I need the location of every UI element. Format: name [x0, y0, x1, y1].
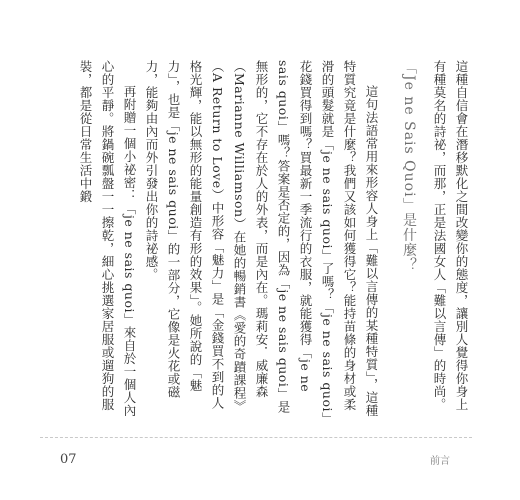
section-heading: 「Je ne Sais Quoi」是什麼？ — [401, 60, 417, 273]
chapter-label: 前言 — [430, 456, 450, 467]
vertical-text-body — [42, 60, 472, 420]
body-paragraph-2: 再附贈一個小祕密：「je ne sais quoi」來自於一個人內心的平靜。將鍋碗瓢盤一一擦乾，細心挑選家居服或遛狗的服裝，都是從日常生活中鍛 — [78, 60, 137, 417]
intro-paragraph: 這種自信會在潛移默化之間改變你的態度，讓別人覺得你身上有種莫名的詩祕，而那，正是法國女人「難以言傳」的時尚。 — [432, 60, 469, 411]
page-number: 07 — [60, 452, 77, 467]
footer-divider — [40, 437, 472, 438]
body-paragraph-1: 這句法語常用來形容人身上「難以言傳的某種特質」，這種特質究竟是什麼？我們又該如何獲得它？能持苗條的身材或柔滑的頭髮就是「je ne sais quoi」了嗎？「je ne sais quoi」花錢買得到嗎？買最新一季流行的衣服，就能獲得「je ne sais quoi」嗎？答案是否定的，因為「je ne sais quoi」是無形的，它不存在於人的外表，而是內在。瑪莉安．威廉森（Marianne Williamson）在她的暢銷書《愛的奇蹟課程》（A Return to Love）中形容「魅力」是「金錢買不到的人格光輝，能以無形的能量創造有形的效果」。她所說的「魅力」，也是「je ne sais quoi」的一部分，它像是火花或磁力，能夠由內而外引發出你的詩祕感。 — [144, 60, 379, 419]
